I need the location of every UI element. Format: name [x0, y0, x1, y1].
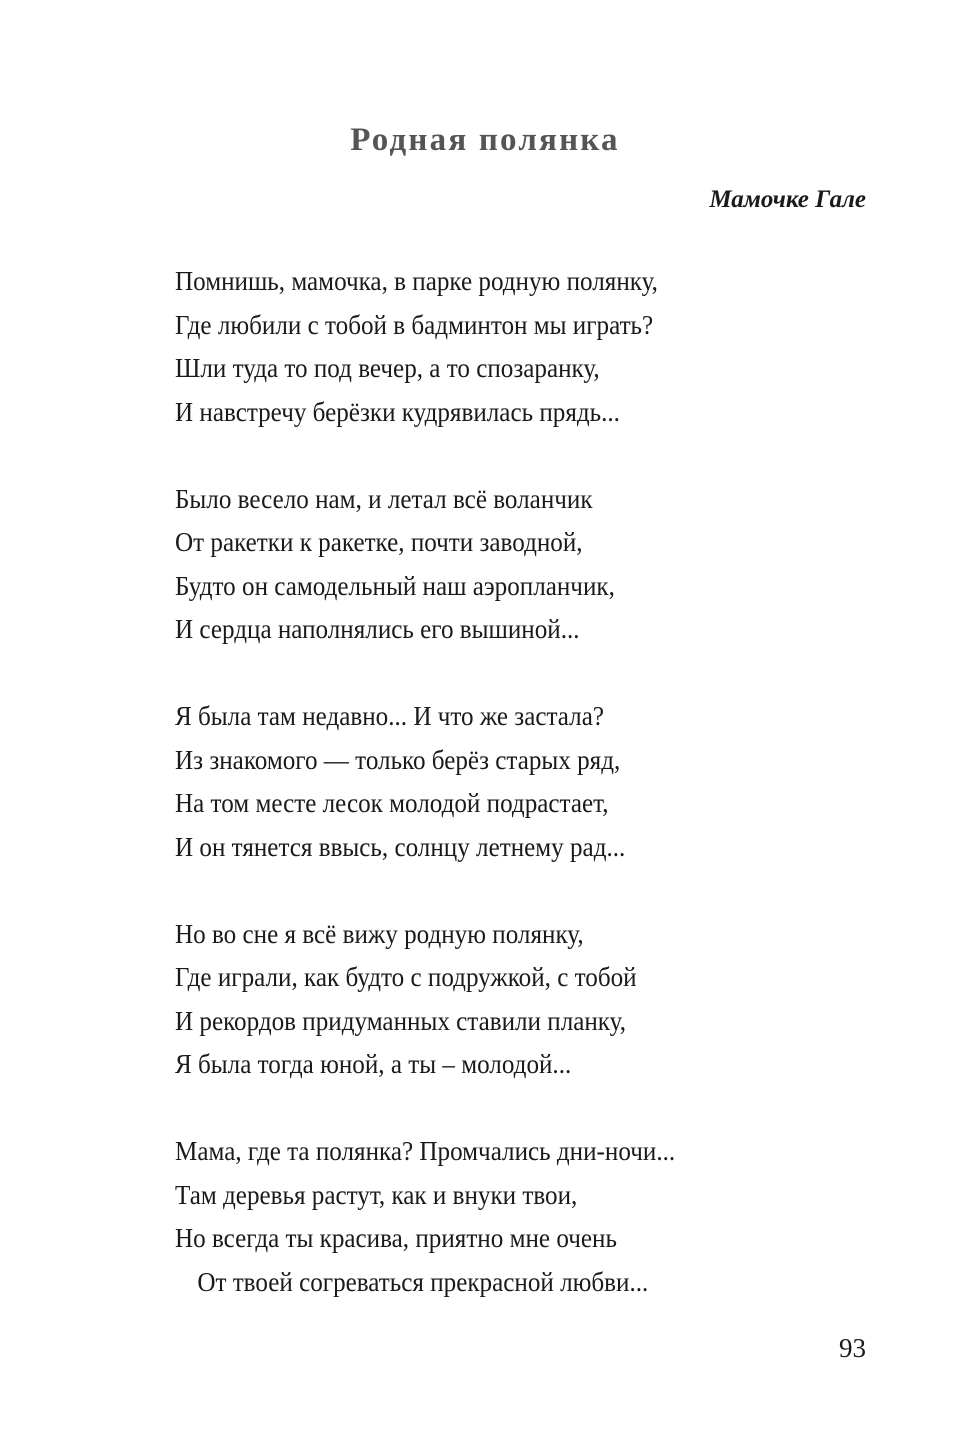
poem-line: Шли туда то под вечер, а то спозаранку, — [175, 353, 600, 383]
poem-line: И он тянется ввысь, солнцу летнему рад... — [175, 831, 626, 862]
poem-line: Мама, где та полянка? Промчались дни-ночи... — [175, 1136, 676, 1166]
poem-line: Где играли, как будто с подружкой, с тобой — [175, 962, 637, 992]
poem-line: И сердца наполнялись его вышиной... — [175, 614, 580, 644]
poem-line: Но во сне я всё вижу родную полянку, — [175, 918, 584, 949]
poem-title: Родная полянка — [350, 122, 620, 159]
poem-line: Где любили с тобой в бадминтон мы играть? — [175, 309, 654, 340]
page-number: 93 — [839, 1333, 866, 1363]
poem-line: На том месте лесок молодой подрастает, — [175, 788, 609, 818]
stanza-4 — [175, 913, 875, 1087]
poem-line: Там деревья растут, как и внуки твои, — [175, 1179, 578, 1210]
poem-line: И рекордов придуманных ставили планку, — [175, 1005, 626, 1036]
poem-line: От твоей согреваться прекрасной любви... — [197, 1266, 649, 1297]
poem-line: От ракетки к ракетке, почти заводной, — [175, 527, 583, 557]
poem-line: Я была тогда юной, а ты – молодой... — [175, 1049, 572, 1079]
poem-line: Будто он самодельный наш аэропланчик, — [175, 570, 615, 601]
dedication: Мамочке Гале — [709, 186, 866, 213]
poem-line: Но всегда ты красива, приятно мне очень — [175, 1223, 617, 1253]
poem-line: Из знакомого — только берёз старых ряд, — [175, 744, 621, 775]
poem-line: Было весело нам, и летал всё воланчик — [175, 483, 593, 514]
stanza-5 — [175, 1130, 875, 1304]
poem-line: Помнишь, мамочка, в парке родную полянку, — [175, 266, 658, 296]
stanza-2 — [175, 478, 875, 652]
poem-line: Я была там недавно... И что же застала? — [175, 701, 604, 731]
stanza-3 — [175, 695, 875, 869]
poem-line: И навстречу берёзки кудрявилась прядь... — [175, 396, 620, 427]
stanza-1 — [175, 260, 875, 434]
poem-body — [175, 260, 875, 1348]
